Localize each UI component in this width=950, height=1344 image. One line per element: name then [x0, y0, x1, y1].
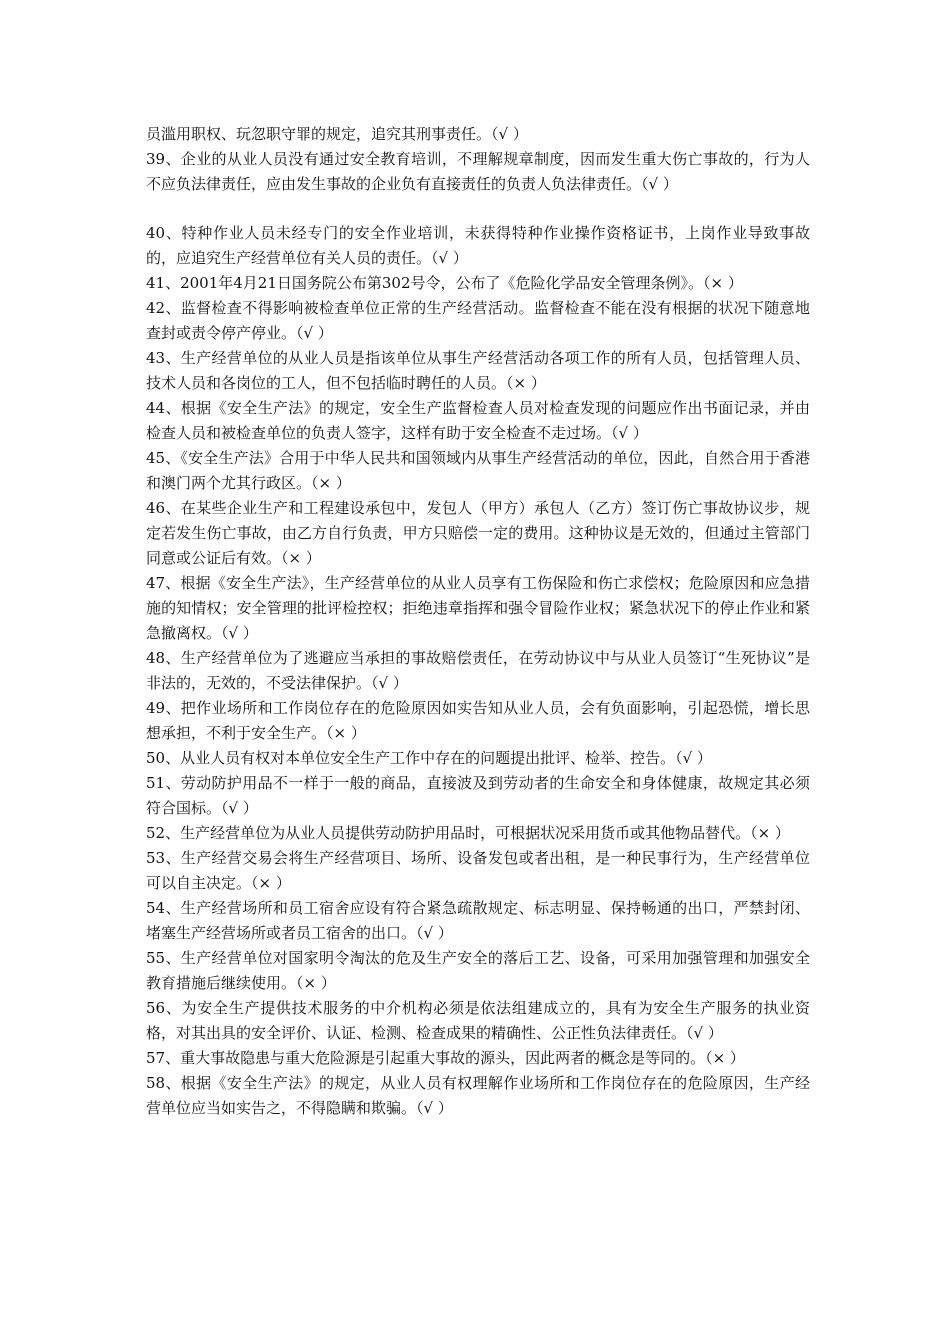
paragraph-item-53: 53、生产经营交易会将生产经营项目、场所、设备发包或者出租，是一种民事行为，生产经营单位可以自主决定。（× ） [146, 849, 810, 892]
paragraph-item-56: 56、为安全生产提供技术服务的中介机构必须是依法组建成立的，具有为安全生产服务的执业资格，对其出具的安全评价、认证、检测、检查成果的精确性、公正性负法律责任。（√ ） [146, 999, 810, 1042]
paragraph-item-44: 44、根据《安全生产法》的规定，安全生产监督检查人员对检查发现的问题应作出书面记录，并由检查人员和被检查单位的负责人签字，这样有助于安全检查不走过场。（√ ） [146, 399, 810, 442]
paragraph-item-49: 49、把作业场所和工作岗位存在的危险原因如实告知从业人员，会有负面影响，引起恐慌，增长思想承担，不利于安全生产。（× ） [146, 699, 810, 742]
paragraph-item-48: 48、生产经营单位为了逃避应当承担的事故赔偿责任，在劳动协议中与从业人员签订“生死协议”是非法的，无效的，不受法律保护。（√ ） [146, 649, 810, 692]
paragraph-item-47: 47、根据《安全生产法》，生产经营单位的从业人员享有工伤保险和伤亡求偿权；危险原因和应急措施的知情权；安全管理的批评检控权；拒绝违章指挥和强令冒险作业权；紧急状况下的停止作业和紧急撤离权。（√ ） [146, 574, 810, 642]
paragraph-item-50: 50、从业人员有权对本单位安全生产工作中存在的问题提出批评、检举、控告。（√ ） [146, 749, 712, 767]
document-body [146, 122, 810, 1121]
blank-line [146, 197, 810, 221]
paragraph-item-45: 45、《安全生产法》合用于中华人民共和国领域内从事生产经营活动的单位，因此，自然合用于香港和澳门两个尤其行政区。（× ） [146, 449, 810, 492]
paragraph-item-46: 46、在某些企业生产和工程建设承包中，发包人（甲方）承包人（乙方）签订伤亡事故协议步，规定若发生伤亡事故，由乙方自行负责，甲方只赔偿一定的费用。这种协议是无效的，但通过主管部门同意或公证后有效。（× ） [146, 499, 810, 567]
paragraph-item-55: 55、生产经营单位对国家明令淘汰的危及生产安全的落后工艺、设备，可采用加强管理和加强安全教育措施后继续使用。（× ） [146, 949, 810, 992]
paragraph-item-40: 40、特种作业人员未经专门的安全作业培训，未获得特种作业操作资格证书，上岗作业导致事故的，应追究生产经营单位有关人员的责任。（√ ） [146, 224, 810, 267]
paragraph-item-39: 39、企业的从业人员没有通过安全教育培训，不理解规章制度，因而发生重大伤亡事故的，行为人不应负法律责任，应由发生事故的企业负有直接责任的负责人负法律责任。（√ ） [146, 150, 810, 193]
paragraph-item-51: 51、劳动防护用品不一样于一般的商品，直接波及到劳动者的生命安全和身体健康，故规定其必须符合国标。（√ ） [146, 774, 810, 817]
paragraph-item-41: 41、2001年4月21日国务院公布第302号令，公布了《危险化学品安全管理条例》。（× ） [146, 274, 743, 292]
paragraph-item-52: 52、生产经营单位为从业人员提供劳动防护用品时，可根据状况采用货币或其他物品替代。（× ） [146, 824, 790, 842]
paragraph-continuation: 员滥用职权、玩忽职守罪的规定，追究其刑事责任。（√ ） [146, 125, 528, 143]
paragraph-item-57: 57、重大事故隐患与重大危险源是引起重大事故的源头，因此两者的概念是等同的。（× ） [146, 1049, 745, 1067]
paragraph-item-54: 54、生产经营场所和员工宿舍应设有符合紧急疏散规定、标志明显、保持畅通的出口，严禁封闭、堵塞生产经营场所或者员工宿舍的出口。（√ ） [146, 899, 810, 942]
paragraph-item-58: 58、根据《安全生产法》的规定，从业人员有权理解作业场所和工作岗位存在的危险原因，生产经营单位应当如实告之，不得隐瞒和欺骗。（√ ） [146, 1074, 810, 1117]
paragraph-item-43: 43、生产经营单位的从业人员是指该单位从事生产经营活动各项工作的所有人员，包括管理人员、技术人员和各岗位的工人，但不包括临时聘任的人员。（× ） [146, 349, 810, 392]
paragraph-item-42: 42、监督检查不得影响被检查单位正常的生产经营活动。监督检查不能在没有根据的状况下随意地查封或责令停产停业。（√ ） [146, 299, 810, 342]
